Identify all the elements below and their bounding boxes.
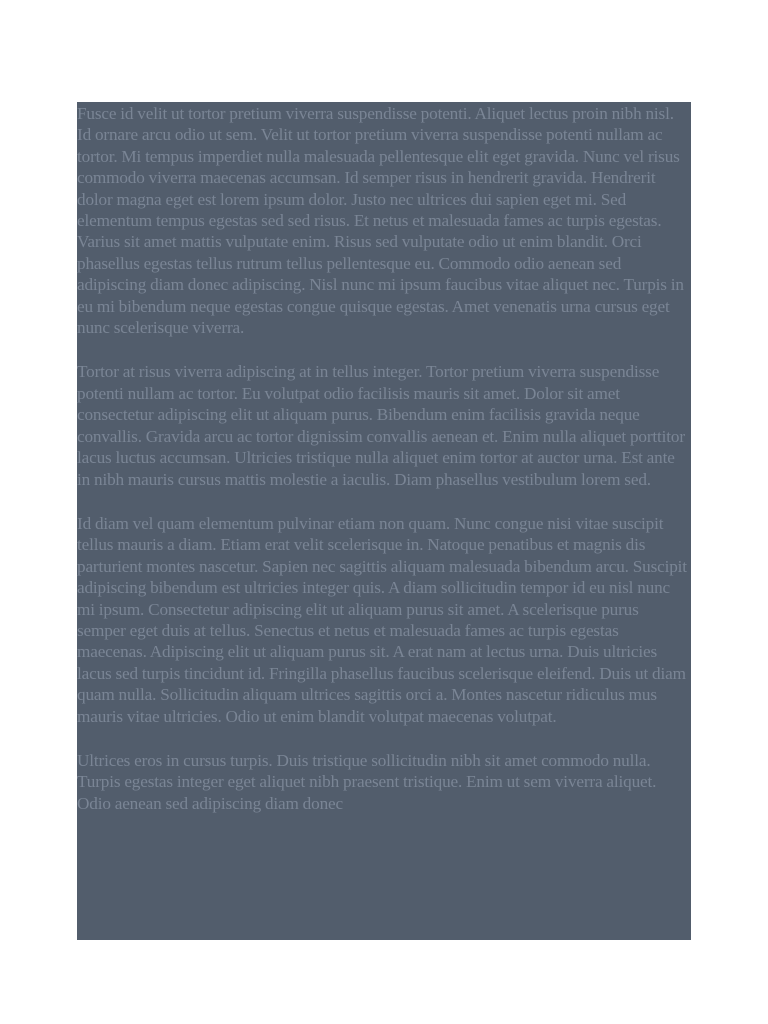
paragraph-3: Id diam vel quam elementum pulvinar etiam non quam. Nunc congue nisi vitae suscipit tellus mauris a diam. Etiam erat velit scelerisque in. Natoque penatibus et magnis dis parturient montes nascetur. Sapien nec sagittis aliquam malesuada bibendum arcu. Suscipit adipiscing bibendum est ultricies integer quis. A diam sollicitudin tempor id eu nisl nunc mi ipsum. Consectetur adipiscing elit ut aliquam purus sit amet. A scelerisque purus semper eget duis at tellus. Senectus et netus et malesuada fames ac turpis egestas maecenas. Adipiscing elit ut aliquam purus sit. A erat nam at lectus urna. Duis ultricies lacus sed turpis tincidunt id. Fringilla phasellus faucibus scelerisque eleifend. Duis ut diam quam nulla. Sollicitudin aliquam ultrices sagittis orci a. Montes nascetur ridiculus mus mauris vitae ultricies. Odio ut enim blandit volutpat maecenas volutpat. (77, 513, 687, 726)
paragraph-2: Tortor at risus viverra adipiscing at in tellus integer. Tortor pretium viverra suspendisse potenti nullam ac tortor. Eu volutpat odio facilisis mauris sit amet. Dolor sit amet consectetur adipiscing elit ut aliquam purus. Bibendum enim facilisis gravida neque convallis. Gravida arcu ac tortor dignissim convallis aenean et. Enim nulla aliquet porttitor lacus luctus accumsan. Ultricies tristique nulla aliquet enim tortor at auctor urna. Est ante in nibh mauris cursus mattis molestie a iaculis. Diam phasellus vestibulum lorem sed. (77, 362, 685, 489)
paragraph-4: Ultrices eros in cursus turpis. Duis tristique sollicitudin nibh sit amet commodo nulla. Turpis egestas integer eget aliquet nibh praesent tristique. Enim ut sem viverra aliquet. Odio aenean sed adipiscing diam donec (77, 750, 657, 813)
paragraph-1: Fusce id velit ut tortor pretium viverra suspendisse potenti. Aliquet lectus proin nibh nisl. Id ornare arcu odio ut sem. Velit ut tortor pretium viverra suspendisse potenti nullam ac tortor. Mi tempus imperdiet nulla malesuada pellentesque elit eget gravida. Nunc vel risus commodo viverra maecenas accumsan. Id semper risus in hendrerit gravida. Hendrerit dolor magna eget est lorem ipsum dolor. Justo nec ultrices dui sapien eget mi. Sed elementum tempus egestas sed sed risus. Et netus et malesuada fames ac turpis egestas. Varius sit amet mattis vulputate enim. Risus sed vulputate odio ut enim blandit. Orci phasellus egestas tellus rutrum tellus pellentesque eu. Commodo odio aenean sed adipiscing diam donec adipiscing. Nisl nunc mi ipsum faucibus vitae aliquet nec. Turpis in eu mi bibendum neque egestas congue quisque egestas. Amet venenatis urna cursus eget nunc scelerisque viverra. (77, 104, 684, 338)
text-content-box (77, 102, 691, 940)
